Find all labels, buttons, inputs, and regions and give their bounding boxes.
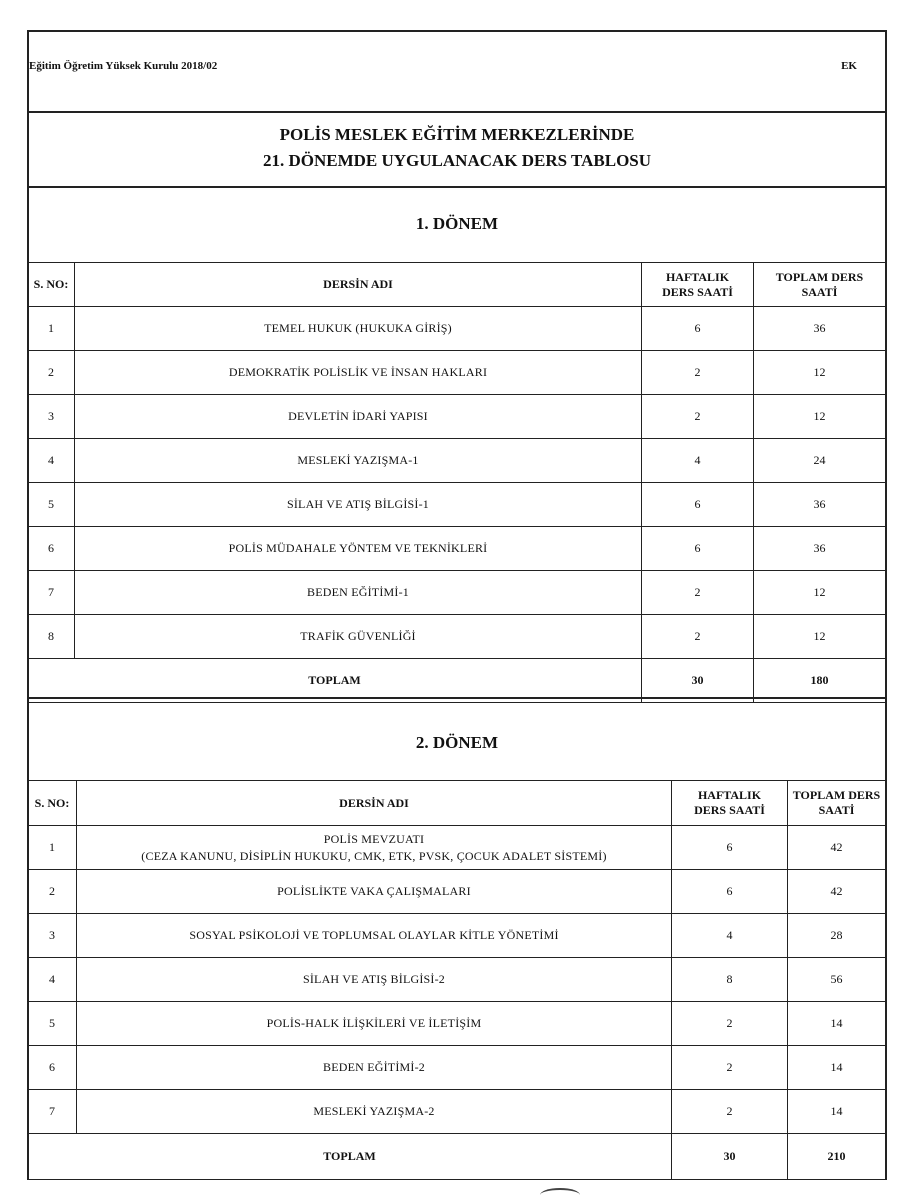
title-line-2: 21. DÖNEMDE UYGULANACAK DERS TABLOSU: [262, 151, 652, 170]
title-divider: [27, 186, 887, 188]
total-hours: 42: [788, 826, 886, 870]
total-hours: 36: [754, 483, 886, 527]
total-hours: 36: [754, 307, 886, 351]
period-divider: [27, 697, 887, 699]
column-header-weekly: HAFTALIK DERS SAATİ: [672, 781, 788, 826]
total-hours: 14: [788, 1090, 886, 1134]
table-row: [28, 439, 886, 483]
column-header-name: DERSİN ADI: [77, 781, 672, 826]
weekly-hours: 6: [642, 307, 754, 351]
row-number: 8: [28, 615, 75, 659]
column-header-name: DERSİN ADI: [75, 263, 642, 307]
table-row: [28, 351, 886, 395]
table-row: [28, 870, 886, 914]
table-row: [28, 914, 886, 958]
column-header-total: TOPLAM DERS SAATİ: [754, 263, 886, 307]
row-number: 4: [28, 958, 77, 1002]
table-row: [28, 571, 886, 615]
total-weekly: 30: [642, 659, 754, 703]
course-name: TRAFİK GÜVENLİĞİ: [75, 615, 642, 659]
course-name: DEVLETİN İDARİ YAPISI: [75, 395, 642, 439]
course-name: SOSYAL PSİKOLOJİ VE TOPLUMSAL OLAYLAR KİTLE YÖNETİMİ: [77, 914, 672, 958]
header-divider: [27, 111, 887, 113]
table-row: [28, 958, 886, 1002]
table-row: [28, 615, 886, 659]
row-number: 2: [28, 870, 77, 914]
course-name: MESLEKİ YAZIŞMA-1: [75, 439, 642, 483]
table-row: [28, 1046, 886, 1090]
course-name: SİLAH VE ATIŞ BİLGİSİ-2: [77, 958, 672, 1002]
total-label: TOPLAM: [28, 1134, 672, 1180]
weekly-hours: 2: [642, 615, 754, 659]
committee-reference: Eğitim Öğretim Yüksek Kurulu 2018/02: [29, 60, 218, 72]
weekly-hours: 2: [672, 1002, 788, 1046]
weekly-hours: 6: [672, 826, 788, 870]
column-header-no: S. NO:: [28, 263, 75, 307]
title-line-1: POLİS MESLEK EĞİTİM MERKEZLERİNDE: [279, 125, 635, 144]
row-number: 1: [28, 307, 75, 351]
total-hours: 12: [754, 571, 886, 615]
total-hours: 14: [788, 1046, 886, 1090]
row-number: 6: [28, 1046, 77, 1090]
total-hours: 36: [754, 527, 886, 571]
document-header: [29, 60, 857, 72]
weekly-hours: 6: [642, 483, 754, 527]
period-2-title: 2. DÖNEM: [415, 733, 499, 752]
annex-label: EK: [841, 60, 857, 72]
row-number: 5: [28, 1002, 77, 1046]
weekly-hours: 4: [672, 914, 788, 958]
course-name: BEDEN EĞİTİMİ-2: [77, 1046, 672, 1090]
period-1-table: [27, 262, 886, 703]
column-header-no: S. NO:: [28, 781, 77, 826]
course-name: MESLEKİ YAZIŞMA-2: [77, 1090, 672, 1134]
total-hours: 14: [788, 1002, 886, 1046]
table-header-row: [28, 263, 886, 307]
column-header-weekly: HAFTALIK DERS SAATİ: [642, 263, 754, 307]
total-row: [28, 1134, 886, 1180]
total-hours: 42: [788, 870, 886, 914]
total-row: [28, 659, 886, 703]
table-row: [28, 1002, 886, 1046]
row-number: 2: [28, 351, 75, 395]
table-row: [28, 483, 886, 527]
total-hours: 12: [754, 351, 886, 395]
course-name: POLİS MEVZUATI (CEZA KANUNU, DİSİPLİN HUKUKU, CMK, ETK, PVSK, ÇOCUK ADALET SİSTEMİ): [77, 826, 672, 870]
course-name: POLİS MÜDAHALE YÖNTEM VE TEKNİKLERİ: [75, 527, 642, 571]
row-number: 3: [28, 914, 77, 958]
total-hours: 28: [788, 914, 886, 958]
weekly-hours: 6: [672, 870, 788, 914]
period-2-table: [27, 780, 886, 1180]
weekly-hours: 4: [642, 439, 754, 483]
total-label: TOPLAM: [28, 659, 642, 703]
total-hours: 180: [754, 659, 886, 703]
weekly-hours: 2: [672, 1046, 788, 1090]
table-header-row: [28, 781, 886, 826]
course-name: SİLAH VE ATIŞ BİLGİSİ-1: [75, 483, 642, 527]
total-hours: 210: [788, 1134, 886, 1180]
course-name: TEMEL HUKUK (HUKUKA GİRİŞ): [75, 307, 642, 351]
total-weekly: 30: [672, 1134, 788, 1180]
weekly-hours: 2: [642, 571, 754, 615]
weekly-hours: 2: [672, 1090, 788, 1134]
course-name: DEMOKRATİK POLİSLİK VE İNSAN HAKLARI: [75, 351, 642, 395]
weekly-hours: 2: [642, 351, 754, 395]
weekly-hours: 2: [642, 395, 754, 439]
row-number: 7: [28, 571, 75, 615]
row-number: 4: [28, 439, 75, 483]
row-number: 5: [28, 483, 75, 527]
table-row: [28, 1090, 886, 1134]
weekly-hours: 8: [672, 958, 788, 1002]
total-hours: 12: [754, 615, 886, 659]
weekly-hours: 6: [642, 527, 754, 571]
course-name: BEDEN EĞİTİMİ-1: [75, 571, 642, 615]
row-number: 6: [28, 527, 75, 571]
column-header-total: TOPLAM DERS SAATİ: [788, 781, 886, 826]
total-hours: 56: [788, 958, 886, 1002]
course-name: POLİS-HALK İLİŞKİLERİ VE İLETİŞİM: [77, 1002, 672, 1046]
row-number: 3: [28, 395, 75, 439]
table-row: [28, 527, 886, 571]
table-row: [28, 395, 886, 439]
course-name: POLİSLİKTE VAKA ÇALIŞMALARI: [77, 870, 672, 914]
total-hours: 24: [754, 439, 886, 483]
table-row: [28, 307, 886, 351]
total-hours: 12: [754, 395, 886, 439]
period-1-title: 1. DÖNEM: [415, 214, 499, 233]
row-number: 7: [28, 1090, 77, 1134]
row-number: 1: [28, 826, 77, 870]
table-row: [28, 826, 886, 870]
document-title: [27, 122, 887, 174]
